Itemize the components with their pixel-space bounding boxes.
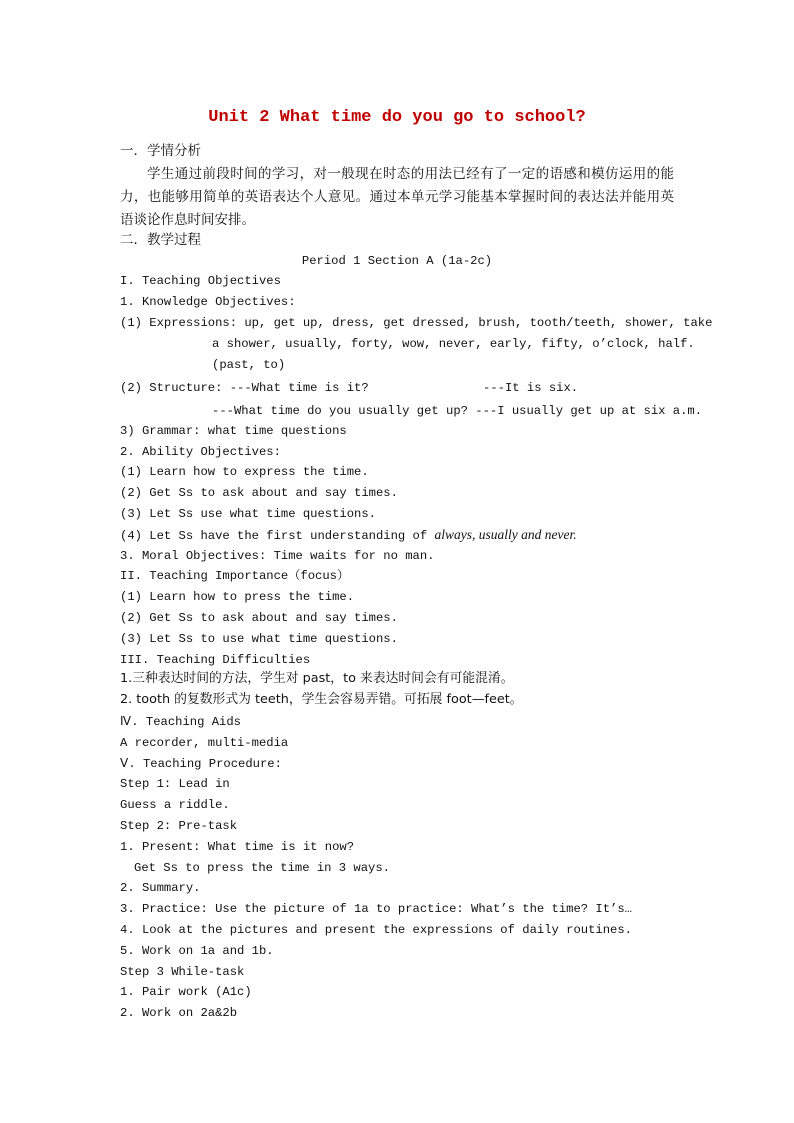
list-item: 3. Practice: Use the picture of 1a to practice: What’s the time? It’s… (120, 902, 632, 916)
list-item: (1) Learn how to express the time. (120, 465, 369, 479)
knowledge-objectives: 1. Knowledge Objectives: (120, 295, 296, 309)
objectives-heading: I. Teaching Objectives (120, 274, 281, 288)
list-item: 1.三种表达时间的方法，学生对 past，to 来表达时间会有可能混淆。 (120, 671, 514, 686)
list-item: 2. Summary. (120, 881, 201, 895)
list-item-text: (4) Let Ss have the first understanding of (120, 529, 435, 543)
step-heading: Step 2: Pre-task (120, 819, 238, 833)
difficulties-heading: III. Teaching Difficulties (120, 653, 311, 667)
list-item: (3) Let Ss to use what time questions. (120, 632, 398, 646)
paragraph-line: 学生通过前段时间的学习，对一般现在时态的用法已经有了一定的语感和模仿运用的能 (147, 166, 674, 182)
list-item: 2. Work on 2a&2b (120, 1006, 238, 1020)
aids-heading: Ⅳ. Teaching Aids (120, 715, 241, 729)
expressions-line: (1) Expressions: up, get up, dress, get dressed, brush, tooth/teeth, shower, take (120, 316, 713, 330)
list-item: (1) Learn how to press the time. (120, 590, 355, 604)
structure-line: (2) Structure: ---What time is it? (120, 381, 369, 395)
procedure-heading: Ⅴ. Teaching Procedure: (120, 757, 282, 771)
list-item: (2) Get Ss to ask about and say times. (120, 486, 398, 500)
expressions-line: (past, to) (212, 358, 286, 372)
step-heading: Step 1: Lead in (120, 777, 230, 791)
list-item: 2. tooth 的复数形式为 teeth，学生会容易弄错。可拓展 foot—feet。 (120, 692, 523, 707)
list-item: (2) Get Ss to ask about and say times. (120, 611, 398, 625)
list-item: 4. Look at the pictures and present the expressions of daily routines. (120, 923, 632, 937)
step-heading: Step 3 While-task (120, 965, 245, 979)
section-heading-teaching-process: 二．教学过程 (120, 232, 201, 248)
ability-objectives: 2. Ability Objectives: (120, 445, 281, 459)
period-heading: Period 1 Section A (1a-2c) (301, 254, 493, 268)
expressions-line: a shower, usually, forty, wow, never, early, fifty, o’clock, half. (212, 337, 695, 351)
step-content: Guess a riddle. (120, 798, 230, 812)
moral-objectives: 3. Moral Objectives: Time waits for no man. (120, 549, 435, 563)
paragraph-line: 力，也能够用简单的英语表达个人意见。通过本单元学习能基本掌握时间的表达法并能用英 (120, 189, 674, 205)
aids-value: A recorder, multi-media (120, 736, 289, 750)
list-item: 1. Present: What time is it now? (120, 840, 355, 854)
list-item: 1. Pair work (A1c) (120, 985, 252, 999)
structure-answer: ---It is six. (483, 381, 579, 395)
document-title: Unit 2 What time do you go to school? (208, 108, 586, 127)
grammar-line: 3) Grammar: what time questions (120, 424, 347, 438)
list-item (120, 526, 577, 545)
paragraph-line: 语谈论作息时间安排。 (120, 212, 255, 228)
list-item: 5. Work on 1a and 1b. (120, 944, 274, 958)
italic-words: always, usually and never. (434, 527, 577, 542)
list-item: Get Ss to press the time in 3 ways. (134, 861, 390, 875)
structure-line: ---What time do you usually get up? ---I usually get up at six a.m. (212, 404, 703, 418)
list-item: (3) Let Ss use what time questions. (120, 507, 376, 521)
section-heading-learner-analysis: 一．学情分析 (120, 143, 201, 159)
importance-heading: II. Teaching Importance（focus） (120, 569, 350, 583)
